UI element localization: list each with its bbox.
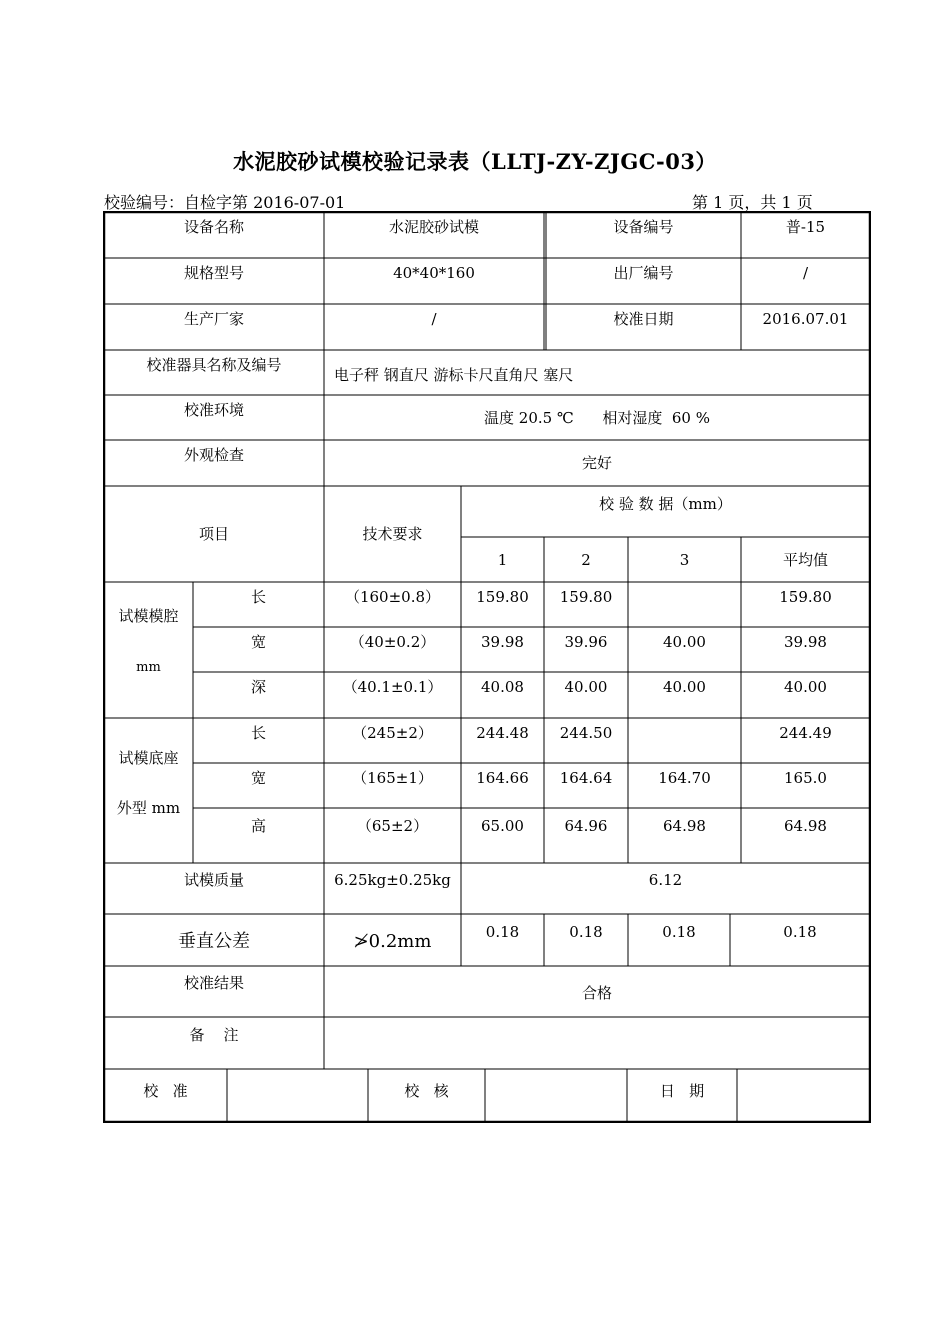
cavity-depth-dim: 深 [250,678,266,696]
cavity-width-v3: 40.00 [663,633,706,651]
spec-value: 40*40*160 [393,264,475,282]
col2-header: 2 [581,550,591,569]
cavity-length-v1: 159.80 [476,588,529,606]
result-value: 合格 [581,983,612,1002]
equipment-no-value: 普-15 [785,218,826,236]
cavity-length-v2: 159.80 [559,588,613,606]
cavity-depth-v1: 40.08 [481,678,524,696]
factory-no-value: / [802,264,809,282]
cavity-width-avg: 39.98 [784,633,827,651]
mass-label: 试模质量 [183,871,244,889]
data-header: 校 验 数 据（mm） [599,495,732,513]
base-height-avg: 64.98 [784,817,827,835]
cavity-length-avg: 159.80 [779,588,832,606]
page-title: 水泥胶砂试模校验记录表（LLTJ-ZY-ZJGC-03） [233,149,717,174]
base-length-v3 [628,718,741,763]
cavity-depth-v2: 40.00 [564,678,608,696]
remark-value[interactable] [324,1017,870,1069]
cavity-depth-avg: 40.00 [784,678,827,696]
calib-date-label: 校准日期 [613,310,674,328]
page-info: 第 1 页，共 1 页 [692,193,813,212]
equipment-name-label: 设备名称 [183,218,244,236]
manufacturer-label: 生产厂家 [183,310,244,328]
base-length-v2: 244.50 [559,724,613,742]
environment-label: 校准环境 [183,401,244,419]
perpendicular-v1: 0.18 [485,923,520,941]
base-height-v1: 65.00 [481,817,524,835]
cavity-width-dim: 宽 [250,633,266,651]
perpendicular-v3: 0.18 [662,923,696,941]
spec-label: 规格型号 [183,264,244,282]
date-label: 日 期 [659,1081,705,1100]
cavity-length-v3 [628,582,741,627]
col3-header: 3 [679,550,690,569]
base-width-avg: 165.0 [784,769,827,787]
cavity-width-v1: 39.98 [481,633,524,651]
base-width-v2: 164.64 [559,769,613,787]
environment-value: 温度 20.5 ℃ 相对湿度 60 % [484,408,710,427]
result-label: 校准结果 [183,974,244,992]
base-height-v3: 64.98 [663,817,706,835]
base-width-v3: 164.70 [658,769,711,787]
perpendicular-v4: 0.18 [783,923,817,941]
base-length-v1: 244.48 [476,724,529,742]
date-field[interactable] [737,1069,870,1122]
factory-no-label: 出厂编号 [613,264,674,282]
instruments-value: 电子秤 钢直尺 游标卡尺直角尺 塞尺 [334,365,574,384]
cavity-group-unit: mm [136,660,161,675]
item-header: 项目 [198,525,229,543]
base-group-label: 试模底座 [118,749,179,767]
base-group-unit: 外型 mm [116,799,181,817]
base-length-avg: 244.49 [779,724,832,742]
instruments-label: 校准器具名称及编号 [146,356,282,374]
cavity-depth-req: （40.1±0.1） [342,678,443,696]
col1-header: 1 [497,550,508,569]
mass-value: 6.12 [648,871,683,889]
perpendicular-v2: 0.18 [569,923,603,941]
base-length-dim: 长 [250,724,266,742]
calibrator-signature-field[interactable] [227,1069,368,1122]
equipment-name-value: 水泥胶砂试模 [388,218,479,236]
base-width-req: （165±1） [352,769,433,787]
record-number: 校验编号：自检字第 2016-07-01 [104,193,346,212]
base-width-dim: 宽 [250,769,266,787]
cavity-width-req: （40±0.2） [349,633,436,651]
checker-label: 校 核 [404,1081,449,1100]
base-length-req: （245±2） [352,724,433,742]
base-height-req: （65±2） [356,817,429,835]
calib-date-value: 2016.07.01 [762,310,849,328]
perpendicular-req: ≯0.2mm [353,931,432,952]
cavity-depth-v3: 40.00 [663,678,706,696]
base-height-v2: 64.96 [564,817,608,835]
calibrator-label: 校 准 [143,1081,188,1100]
checker-signature-field[interactable] [485,1069,627,1122]
mass-req: 6.25kg±0.25kg [334,871,451,889]
cavity-length-req: （160±0.8） [344,588,441,606]
appearance-label: 外观检查 [183,446,244,464]
cavity-length-dim: 长 [250,588,266,606]
remark-label: 备 注 [189,1026,239,1044]
requirement-header: 技术要求 [362,525,423,543]
calibration-table [103,211,871,1123]
base-height-dim: 高 [250,817,266,835]
avg-header: 平均值 [782,550,828,569]
appearance-value: 完好 [581,454,612,472]
cavity-group-label: 试模模腔 [118,607,179,625]
cavity-width-v2: 39.96 [564,633,608,651]
equipment-no-label: 设备编号 [613,218,674,236]
perpendicular-label: 垂直公差 [178,931,250,952]
base-width-v1: 164.66 [476,769,529,787]
manufacturer-value: / [431,310,437,328]
